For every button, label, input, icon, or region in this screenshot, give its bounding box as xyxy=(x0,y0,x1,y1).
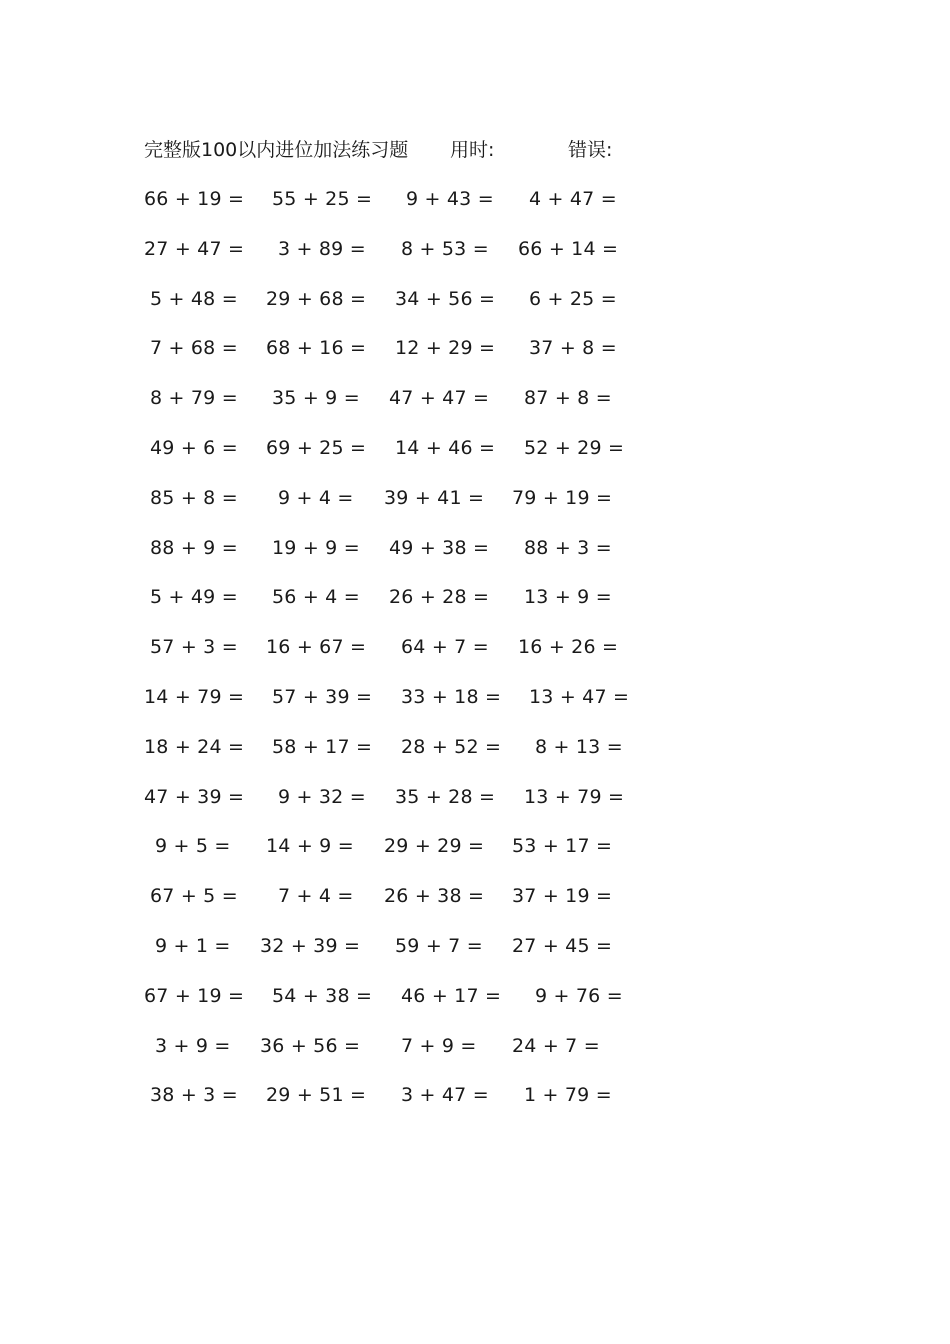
math-problem: 7 + 9 = xyxy=(401,1035,477,1057)
math-problem: 24 + 7 = xyxy=(512,1035,600,1057)
math-problem: 67 + 19 = xyxy=(144,985,245,1007)
math-problem: 3 + 9 = xyxy=(155,1035,231,1057)
math-problem: 29 + 68 = xyxy=(266,288,367,310)
math-problem: 66 + 14 = xyxy=(518,238,619,260)
math-problem: 27 + 45 = xyxy=(512,935,613,957)
math-problem: 9 + 1 = xyxy=(155,935,231,957)
math-problem: 26 + 38 = xyxy=(384,885,485,907)
math-problem: 59 + 7 = xyxy=(395,935,483,957)
math-problem: 79 + 19 = xyxy=(512,487,613,509)
math-problem: 29 + 29 = xyxy=(384,835,485,857)
math-problem: 7 + 4 = xyxy=(278,885,354,907)
math-problem: 14 + 46 = xyxy=(395,437,496,459)
math-problem: 52 + 29 = xyxy=(524,437,625,459)
math-problem: 36 + 56 = xyxy=(260,1035,361,1057)
math-problem: 19 + 9 = xyxy=(272,537,360,559)
math-problem: 3 + 89 = xyxy=(278,238,366,260)
math-problem: 14 + 79 = xyxy=(144,686,245,708)
math-problem: 7 + 68 = xyxy=(150,337,238,359)
math-problem: 27 + 47 = xyxy=(144,238,245,260)
time-label: 用时: xyxy=(450,139,495,161)
math-problem: 46 + 17 = xyxy=(401,985,502,1007)
math-problem: 13 + 47 = xyxy=(529,686,630,708)
errors-label: 错误: xyxy=(568,139,613,161)
math-problem: 4 + 47 = xyxy=(529,188,617,210)
math-problem: 5 + 49 = xyxy=(150,586,238,608)
math-problem: 32 + 39 = xyxy=(260,935,361,957)
math-problem: 39 + 41 = xyxy=(384,487,485,509)
math-problem: 9 + 43 = xyxy=(406,188,494,210)
math-problem: 18 + 24 = xyxy=(144,736,245,758)
math-problem: 9 + 76 = xyxy=(535,985,623,1007)
math-problem: 6 + 25 = xyxy=(529,288,617,310)
math-problem: 87 + 8 = xyxy=(524,387,612,409)
math-problem: 35 + 9 = xyxy=(272,387,360,409)
math-problem: 26 + 28 = xyxy=(389,586,490,608)
math-problem: 9 + 32 = xyxy=(278,786,366,808)
math-problem: 55 + 25 = xyxy=(272,188,373,210)
math-problem: 57 + 3 = xyxy=(150,636,238,658)
math-problem: 58 + 17 = xyxy=(272,736,373,758)
math-problem: 68 + 16 = xyxy=(266,337,367,359)
math-problem: 69 + 25 = xyxy=(266,437,367,459)
math-problem: 54 + 38 = xyxy=(272,985,373,1007)
math-problem: 49 + 6 = xyxy=(150,437,238,459)
math-problem: 37 + 19 = xyxy=(512,885,613,907)
math-problem: 5 + 48 = xyxy=(150,288,238,310)
math-problem: 85 + 8 = xyxy=(150,487,238,509)
math-problem: 66 + 19 = xyxy=(144,188,245,210)
math-problem: 49 + 38 = xyxy=(389,537,490,559)
math-problem: 8 + 13 = xyxy=(535,736,623,758)
math-problem: 88 + 3 = xyxy=(524,537,612,559)
math-problem: 8 + 53 = xyxy=(401,238,489,260)
math-problem: 35 + 28 = xyxy=(395,786,496,808)
math-problem: 12 + 29 = xyxy=(395,337,496,359)
math-problem: 14 + 9 = xyxy=(266,835,354,857)
math-problem: 56 + 4 = xyxy=(272,586,360,608)
math-problem: 9 + 4 = xyxy=(278,487,354,509)
math-problem: 33 + 18 = xyxy=(401,686,502,708)
math-problem: 47 + 47 = xyxy=(389,387,490,409)
math-problem: 53 + 17 = xyxy=(512,835,613,857)
math-problem: 34 + 56 = xyxy=(395,288,496,310)
math-problem: 47 + 39 = xyxy=(144,786,245,808)
math-problem: 28 + 52 = xyxy=(401,736,502,758)
math-problem: 67 + 5 = xyxy=(150,885,238,907)
math-problem: 3 + 47 = xyxy=(401,1084,489,1106)
math-problem: 16 + 26 = xyxy=(518,636,619,658)
math-problem: 38 + 3 = xyxy=(150,1084,238,1106)
math-problem: 16 + 67 = xyxy=(266,636,367,658)
math-problem: 13 + 9 = xyxy=(524,586,612,608)
math-problem: 57 + 39 = xyxy=(272,686,373,708)
math-problem: 29 + 51 = xyxy=(266,1084,367,1106)
worksheet-title: 完整版100以内进位加法练习题 xyxy=(144,139,409,161)
math-problem: 64 + 7 = xyxy=(401,636,489,658)
math-problem: 88 + 9 = xyxy=(150,537,238,559)
math-problem: 9 + 5 = xyxy=(155,835,231,857)
math-problem: 37 + 8 = xyxy=(529,337,617,359)
math-problem: 8 + 79 = xyxy=(150,387,238,409)
math-problem: 13 + 79 = xyxy=(524,786,625,808)
math-problem: 1 + 79 = xyxy=(524,1084,612,1106)
